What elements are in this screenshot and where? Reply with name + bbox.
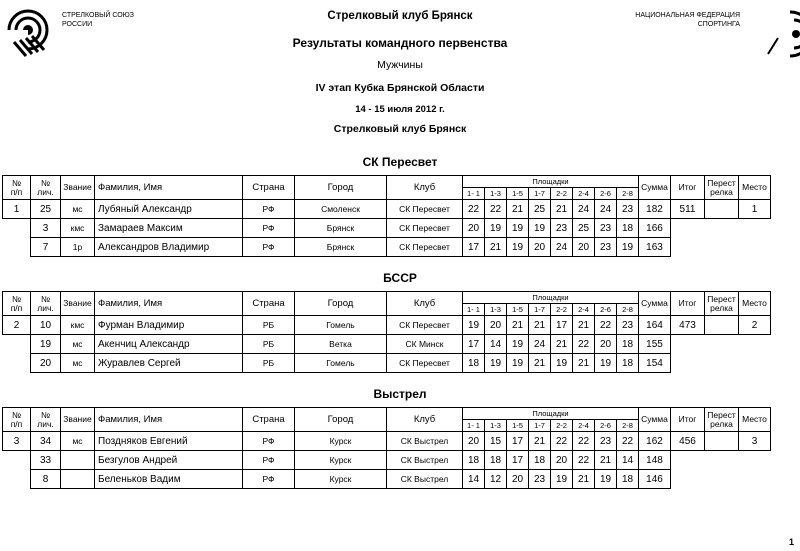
col-header-nl — [31, 408, 61, 432]
member-club: СК Выстрел — [387, 432, 463, 451]
col-header-total: Итог — [671, 292, 705, 316]
col-header-total: Итог — [671, 408, 705, 432]
event-venue: Стрелковый клуб Брянск — [333, 123, 467, 135]
member-country: РФ — [243, 200, 295, 219]
table-row — [3, 200, 771, 219]
member-city: Ветка — [295, 335, 387, 354]
col-header-rank: Звание — [61, 176, 95, 200]
col-header-shootoff-line2: релка — [710, 302, 733, 313]
platform-score: 21 — [551, 335, 573, 354]
table-row — [3, 238, 771, 257]
platform-score: 19 — [529, 219, 551, 238]
member-country: РБ — [243, 335, 295, 354]
member-number: 33 — [31, 451, 61, 470]
col-header-platforms: Площадки — [463, 408, 639, 420]
empty-cell — [3, 238, 31, 257]
platform-label: 2-8 — [617, 304, 639, 316]
table-row — [3, 432, 771, 451]
platform-score: 18 — [617, 354, 639, 373]
org-left-line2: РОССИИ — [62, 21, 93, 28]
platform-label: 2-8 — [617, 188, 639, 200]
platform-score: 21 — [551, 200, 573, 219]
platform-label: 2-2 — [551, 188, 573, 200]
empty-cell — [3, 335, 31, 354]
col-header-shootoff-line1: Перест — [707, 293, 736, 304]
platform-score: 21 — [529, 354, 551, 373]
member-name: Беленьков Вадим — [95, 470, 243, 489]
member-country: РФ — [243, 219, 295, 238]
platform-score: 17 — [507, 451, 529, 470]
platform-score: 23 — [551, 219, 573, 238]
platform-score: 20 — [463, 219, 485, 238]
team-place: 3 — [739, 432, 771, 451]
platform-score: 22 — [573, 451, 595, 470]
col-header-city: Город — [295, 176, 387, 200]
col-header-city: Город — [295, 292, 387, 316]
member-country: РБ — [243, 316, 295, 335]
col-header-np-line2: п/п — [10, 186, 23, 197]
member-rank: 1р — [61, 238, 95, 257]
team-position: 3 — [3, 432, 31, 451]
platform-score: 21 — [529, 432, 551, 451]
platform-score: 20 — [485, 316, 507, 335]
team-position: 1 — [3, 200, 31, 219]
empty-cell — [3, 219, 31, 238]
team-results-table — [2, 407, 771, 489]
platform-score: 19 — [551, 470, 573, 489]
member-rank: кмс — [61, 219, 95, 238]
team-place: 2 — [739, 316, 771, 335]
member-club: СК Пересвет — [387, 200, 463, 219]
member-city: Курск — [295, 470, 387, 489]
org-right-line1: НАЦИОНАЛЬНАЯ ФЕДЕРАЦИЯ — [635, 12, 740, 19]
member-sum: 162 — [639, 432, 671, 451]
platform-score: 14 — [463, 470, 485, 489]
platform-score: 22 — [463, 200, 485, 219]
col-header-club: Клуб — [387, 292, 463, 316]
team-shootoff — [705, 316, 739, 335]
category-subtitle: Мужчины — [377, 59, 423, 71]
col-header-nl-line1: № — [40, 293, 51, 304]
member-rank — [61, 470, 95, 489]
member-name: Фурман Владимир — [95, 316, 243, 335]
platform-score: 24 — [573, 200, 595, 219]
col-header-np — [3, 292, 31, 316]
col-header-shootoff-line2: релка — [710, 418, 733, 429]
member-number: 19 — [31, 335, 61, 354]
platform-score: 25 — [529, 200, 551, 219]
platform-score: 19 — [507, 219, 529, 238]
team-total: 456 — [671, 432, 705, 451]
col-header-name: Фамилия, Имя — [95, 176, 243, 200]
platform-label: 1- 1 — [463, 304, 485, 316]
member-city: Курск — [295, 432, 387, 451]
col-header-country: Страна — [243, 292, 295, 316]
platform-score: 19 — [551, 354, 573, 373]
platform-score: 20 — [507, 470, 529, 489]
platform-score: 21 — [595, 451, 617, 470]
table-row — [3, 335, 771, 354]
member-number: 34 — [31, 432, 61, 451]
platform-score: 21 — [507, 316, 529, 335]
col-header-nl — [31, 176, 61, 200]
member-country: РФ — [243, 451, 295, 470]
header-row — [3, 292, 771, 304]
team-title: СК Пересвет — [362, 155, 438, 169]
member-sum: 146 — [639, 470, 671, 489]
member-number: 20 — [31, 354, 61, 373]
platform-score: 21 — [485, 238, 507, 257]
platform-score: 18 — [617, 335, 639, 354]
col-header-nl-line1: № — [40, 409, 51, 420]
platform-label: 2-6 — [595, 420, 617, 432]
col-header-platforms: Площадки — [463, 176, 639, 188]
platform-score: 20 — [573, 238, 595, 257]
platform-label: 2-8 — [617, 420, 639, 432]
page-number: 1 — [788, 537, 794, 547]
platform-score: 18 — [617, 470, 639, 489]
platform-label: 2-4 — [573, 188, 595, 200]
member-rank — [61, 451, 95, 470]
col-header-nl-line2: лич. — [37, 302, 54, 313]
platform-score: 23 — [617, 200, 639, 219]
platform-score: 21 — [573, 354, 595, 373]
platform-label: 1-7 — [529, 420, 551, 432]
member-rank: мс — [61, 354, 95, 373]
member-club: СК Минск — [387, 335, 463, 354]
platform-score: 18 — [617, 219, 639, 238]
member-name: Журавлев Сергей — [95, 354, 243, 373]
platform-label: 1- 1 — [463, 188, 485, 200]
platform-score: 22 — [617, 432, 639, 451]
platform-label: 1-3 — [485, 188, 507, 200]
table-row — [3, 451, 771, 470]
col-header-np — [3, 176, 31, 200]
platform-score: 14 — [485, 335, 507, 354]
platform-score: 17 — [551, 316, 573, 335]
platform-score: 23 — [595, 432, 617, 451]
team-total: 473 — [671, 316, 705, 335]
empty-cell — [3, 354, 31, 373]
platform-label: 1-5 — [507, 420, 529, 432]
col-header-total: Итог — [671, 176, 705, 200]
platform-score: 17 — [507, 432, 529, 451]
member-name: Александров Владимир — [95, 238, 243, 257]
platform-score: 24 — [595, 200, 617, 219]
col-header-sum: Сумма — [639, 292, 671, 316]
member-number: 25 — [31, 200, 61, 219]
col-header-np-line1: № — [11, 177, 22, 188]
platform-score: 19 — [463, 316, 485, 335]
col-header-nl — [31, 292, 61, 316]
table-row — [3, 354, 771, 373]
col-header-shootoff — [705, 408, 739, 432]
col-header-place: Место — [739, 176, 771, 200]
platform-score: 21 — [529, 316, 551, 335]
member-city: Смоленск — [295, 200, 387, 219]
team-total: 511 — [671, 200, 705, 219]
col-header-club: Клуб — [387, 408, 463, 432]
table-row — [3, 470, 771, 489]
platform-score: 19 — [507, 354, 529, 373]
table-row — [3, 219, 771, 238]
empty-cell — [3, 451, 31, 470]
col-header-shootoff-line2: релка — [710, 186, 733, 197]
col-header-sum: Сумма — [639, 176, 671, 200]
platform-score: 20 — [463, 432, 485, 451]
platform-label: 1-7 — [529, 304, 551, 316]
member-club: СК Пересвет — [387, 316, 463, 335]
team-shootoff — [705, 432, 739, 451]
member-name: Замараев Максим — [95, 219, 243, 238]
platform-label: 1- 1 — [463, 420, 485, 432]
member-sum: 155 — [639, 335, 671, 354]
member-number: 10 — [31, 316, 61, 335]
platform-score: 24 — [529, 335, 551, 354]
platform-label: 2-4 — [573, 304, 595, 316]
member-sum: 163 — [639, 238, 671, 257]
team-place: 1 — [739, 200, 771, 219]
col-header-np-line2: п/п — [10, 418, 23, 429]
platform-score: 22 — [595, 316, 617, 335]
header-row — [3, 408, 771, 420]
member-name: Акенчиц Александр — [95, 335, 243, 354]
col-header-shootoff-line1: Перест — [707, 409, 736, 420]
platform-score: 18 — [485, 451, 507, 470]
member-number: 3 — [31, 219, 61, 238]
col-header-np-line1: № — [11, 293, 22, 304]
platform-score: 12 — [485, 470, 507, 489]
platform-score: 19 — [595, 470, 617, 489]
member-name: Поздняков Евгений — [95, 432, 243, 451]
col-header-nl-line2: лич. — [37, 186, 54, 197]
member-club: СК Пересвет — [387, 354, 463, 373]
member-rank: кмс — [61, 316, 95, 335]
platform-score: 25 — [573, 219, 595, 238]
member-sum: 182 — [639, 200, 671, 219]
col-header-place: Место — [739, 408, 771, 432]
platform-label: 1-5 — [507, 304, 529, 316]
member-city: Курск — [295, 451, 387, 470]
empty-cell — [3, 470, 31, 489]
event-date: 14 - 15 июля 2012 г. — [355, 104, 445, 115]
member-city: Брянск — [295, 219, 387, 238]
col-header-rank: Звание — [61, 408, 95, 432]
team-results-table — [2, 291, 771, 373]
platform-score: 19 — [617, 238, 639, 257]
table-row — [3, 316, 771, 335]
member-city: Брянск — [295, 238, 387, 257]
platform-label: 1-3 — [485, 304, 507, 316]
platform-score: 17 — [463, 238, 485, 257]
member-sum: 154 — [639, 354, 671, 373]
page-title: Результаты командного первенства — [292, 36, 508, 50]
platform-score: 18 — [463, 451, 485, 470]
platform-score: 15 — [485, 432, 507, 451]
platform-score: 22 — [551, 432, 573, 451]
col-header-club: Клуб — [387, 176, 463, 200]
platform-label: 2-6 — [595, 304, 617, 316]
member-sum: 148 — [639, 451, 671, 470]
col-header-nl-line1: № — [40, 177, 51, 188]
platform-score: 18 — [463, 354, 485, 373]
member-club: СК Пересвет — [387, 219, 463, 238]
member-country: РФ — [243, 432, 295, 451]
platform-score: 22 — [573, 335, 595, 354]
member-number: 8 — [31, 470, 61, 489]
header-row — [3, 176, 771, 188]
platform-score: 23 — [617, 316, 639, 335]
platform-label: 2-2 — [551, 304, 573, 316]
platform-score: 20 — [595, 335, 617, 354]
col-header-shootoff — [705, 292, 739, 316]
col-header-country: Страна — [243, 408, 295, 432]
platform-score: 22 — [485, 200, 507, 219]
member-rank: мс — [61, 335, 95, 354]
platform-score: 19 — [595, 354, 617, 373]
col-header-city: Город — [295, 408, 387, 432]
stage-title: IV этап Кубка Брянской Области — [315, 82, 485, 94]
platform-score: 19 — [485, 219, 507, 238]
member-rank: мс — [61, 200, 95, 219]
platform-label: 1-7 — [529, 188, 551, 200]
platform-score: 22 — [573, 432, 595, 451]
col-header-rank: Звание — [61, 292, 95, 316]
member-rank: мс — [61, 432, 95, 451]
platform-label: 2-4 — [573, 420, 595, 432]
platform-score: 23 — [595, 238, 617, 257]
team-position: 2 — [3, 316, 31, 335]
platform-score: 19 — [507, 238, 529, 257]
platform-label: 2-2 — [551, 420, 573, 432]
member-country: РФ — [243, 470, 295, 489]
member-city: Гомель — [295, 316, 387, 335]
member-name: Безгулов Андрей — [95, 451, 243, 470]
team-shootoff — [705, 200, 739, 219]
platform-label: 2-6 — [595, 188, 617, 200]
platform-score: 20 — [529, 238, 551, 257]
platform-score: 19 — [485, 354, 507, 373]
col-header-shootoff — [705, 176, 739, 200]
platform-score: 18 — [529, 451, 551, 470]
col-header-name: Фамилия, Имя — [95, 292, 243, 316]
member-sum: 164 — [639, 316, 671, 335]
platform-label: 1-5 — [507, 188, 529, 200]
platform-score: 21 — [573, 470, 595, 489]
col-header-np — [3, 408, 31, 432]
team-title: Выстрел — [373, 387, 427, 401]
member-club: СК Выстрел — [387, 470, 463, 489]
member-number: 7 — [31, 238, 61, 257]
platform-score: 20 — [551, 451, 573, 470]
member-city: Гомель — [295, 354, 387, 373]
platform-score: 19 — [507, 335, 529, 354]
col-header-np-line2: п/п — [10, 302, 23, 313]
col-header-sum: Сумма — [639, 408, 671, 432]
platform-score: 14 — [617, 451, 639, 470]
member-club: СК Пересвет — [387, 238, 463, 257]
member-name: Лубяный Александр — [95, 200, 243, 219]
platform-label: 1-3 — [485, 420, 507, 432]
col-header-country: Страна — [243, 176, 295, 200]
member-country: РБ — [243, 354, 295, 373]
platform-score: 21 — [573, 316, 595, 335]
platform-score: 24 — [551, 238, 573, 257]
platform-score: 17 — [463, 335, 485, 354]
col-header-place: Место — [739, 292, 771, 316]
member-sum: 166 — [639, 219, 671, 238]
member-country: РФ — [243, 238, 295, 257]
org-right-line2: СПОРТИНГА — [697, 21, 740, 28]
col-header-name: Фамилия, Имя — [95, 408, 243, 432]
col-header-shootoff-line1: Перест — [707, 177, 736, 188]
platform-score: 23 — [529, 470, 551, 489]
team-results-table — [2, 175, 771, 257]
col-header-platforms: Площадки — [463, 292, 639, 304]
col-header-np-line1: № — [11, 409, 22, 420]
platform-score: 21 — [507, 200, 529, 219]
team-title: БССР — [383, 271, 417, 285]
org-left-line1: СТРЕЛКОВЫЙ СОЮЗ — [62, 12, 134, 19]
col-header-nl-line2: лич. — [37, 418, 54, 429]
club-heading: Стрелковый клуб Брянск — [327, 10, 473, 22]
platform-score: 23 — [595, 219, 617, 238]
member-club: СК Выстрел — [387, 451, 463, 470]
